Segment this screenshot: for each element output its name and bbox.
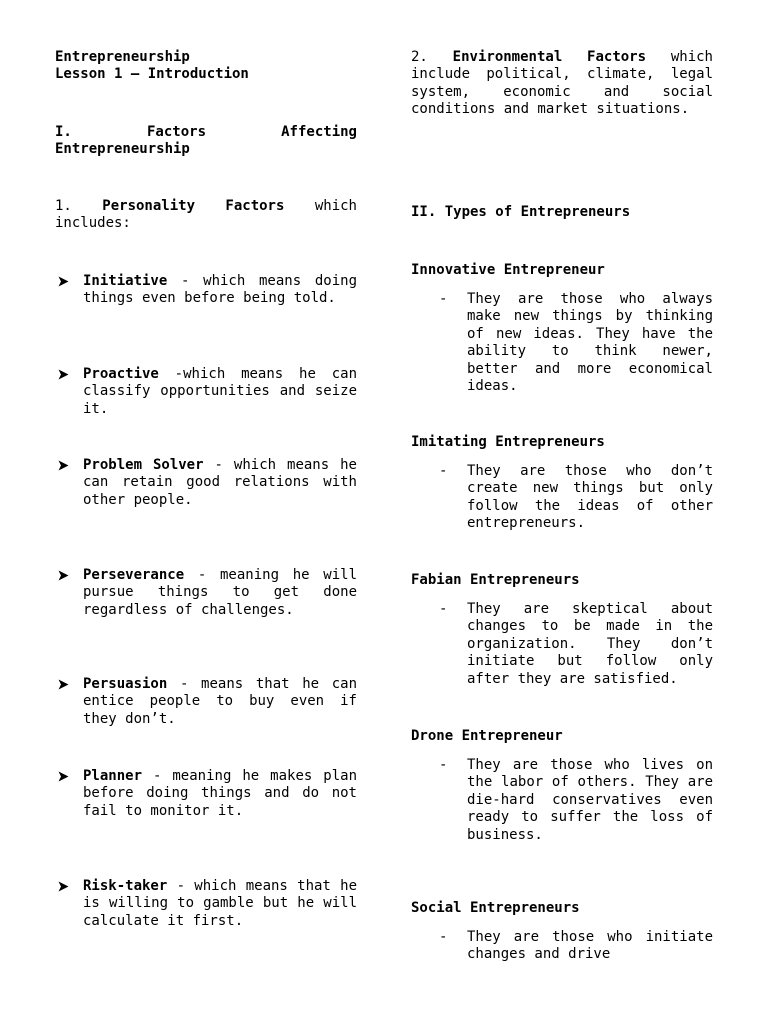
section-heading-types: II. Types of Entrepreneurs: [411, 204, 631, 220]
bullet-term: Planner: [83, 768, 143, 784]
bullet-term: Proactive: [83, 366, 159, 382]
bullet-description: - which means he can retain good relations with other people.: [83, 457, 357, 508]
environmental-factors-term: Environmental Factors: [452, 49, 647, 65]
arrowhead-bullet-icon: [57, 879, 69, 893]
type-heading: Drone Entrepreneur: [411, 728, 563, 744]
arrowhead-bullet-icon: [57, 568, 69, 582]
list-number: 1.: [55, 198, 72, 214]
arrowhead-bullet-icon: [57, 769, 69, 783]
bullet-description: - which means that he is willing to gamble but he will calculate it first.: [83, 878, 357, 929]
bullet-term: Perseverance: [83, 567, 185, 583]
bullet-description: - which means doing things even before being told.: [83, 273, 357, 307]
environmental-factors-paragraph: [411, 49, 713, 119]
arrowhead-bullet-icon: [57, 677, 69, 691]
list-item: [83, 676, 357, 728]
list-item: [83, 366, 357, 418]
bullet-description: -which means he can classify opportunities and seize it.: [83, 366, 357, 417]
bullet-term: Risk-taker: [83, 878, 168, 894]
arrowhead-bullet-icon: [57, 367, 69, 381]
section-heading-factors: I. Factors Affecting Entrepreneurship: [55, 124, 366, 158]
bullet-term: Initiative: [83, 273, 168, 289]
type-description: They are skeptical about changes to be made in the organization. They don’t initiate but follow only after they are satisfied.: [467, 601, 713, 687]
lesson-title: Lesson 1 – Introduction: [55, 66, 249, 82]
dash-bullet: -: [439, 929, 448, 945]
type-heading: Innovative Entrepreneur: [411, 262, 605, 278]
bullet-term: Problem Solver: [83, 457, 204, 473]
type-heading: Imitating Entrepreneurs: [411, 434, 605, 450]
dash-bullet: -: [439, 291, 448, 307]
dash-bullet: -: [439, 463, 448, 479]
list-item: [83, 878, 357, 930]
course-title: Entrepreneurship: [55, 49, 190, 65]
bullet-description: - meaning he makes plan before doing things and do not fail to monitor it.: [83, 768, 357, 819]
bullet-description: - meaning he will pursue things to get done regardless of challenges.: [83, 567, 357, 618]
environmental-factors-text: which include political, climate, legal system, economic and social conditions and market situations.: [411, 49, 713, 118]
list-item: [83, 273, 357, 308]
list-item: [83, 768, 357, 820]
personality-factors-text: which includes:: [55, 198, 357, 232]
personality-factors-term: Personality Factors: [102, 198, 285, 214]
list-item: [83, 457, 357, 509]
type-description: They are those who always make new things by thinking of new ideas. They have the ability to think newer, better and more economical ideas.: [467, 291, 713, 395]
dash-bullet: -: [439, 757, 448, 773]
bullet-description: - means that he can entice people to buy even if they don’t.: [83, 676, 357, 727]
type-description: They are those who lives on the labor of others. They are die-hard conservatives even ready to suffer the loss of business.: [467, 757, 713, 843]
type-description: They are those who initiate changes and drive: [467, 929, 713, 963]
dash-bullet: -: [439, 601, 448, 617]
type-description: They are those who don’t create new things but only follow the ideas of other entrepreneurs.: [467, 463, 713, 532]
arrowhead-bullet-icon: [57, 458, 69, 472]
arrowhead-bullet-icon: [57, 274, 69, 288]
list-item: [83, 567, 357, 619]
list-number: 2.: [411, 49, 428, 65]
type-heading: Social Entrepreneurs: [411, 900, 580, 916]
bullet-term: Persuasion: [83, 676, 168, 692]
type-heading: Fabian Entrepreneurs: [411, 572, 580, 588]
personality-factors-paragraph: [55, 198, 357, 233]
